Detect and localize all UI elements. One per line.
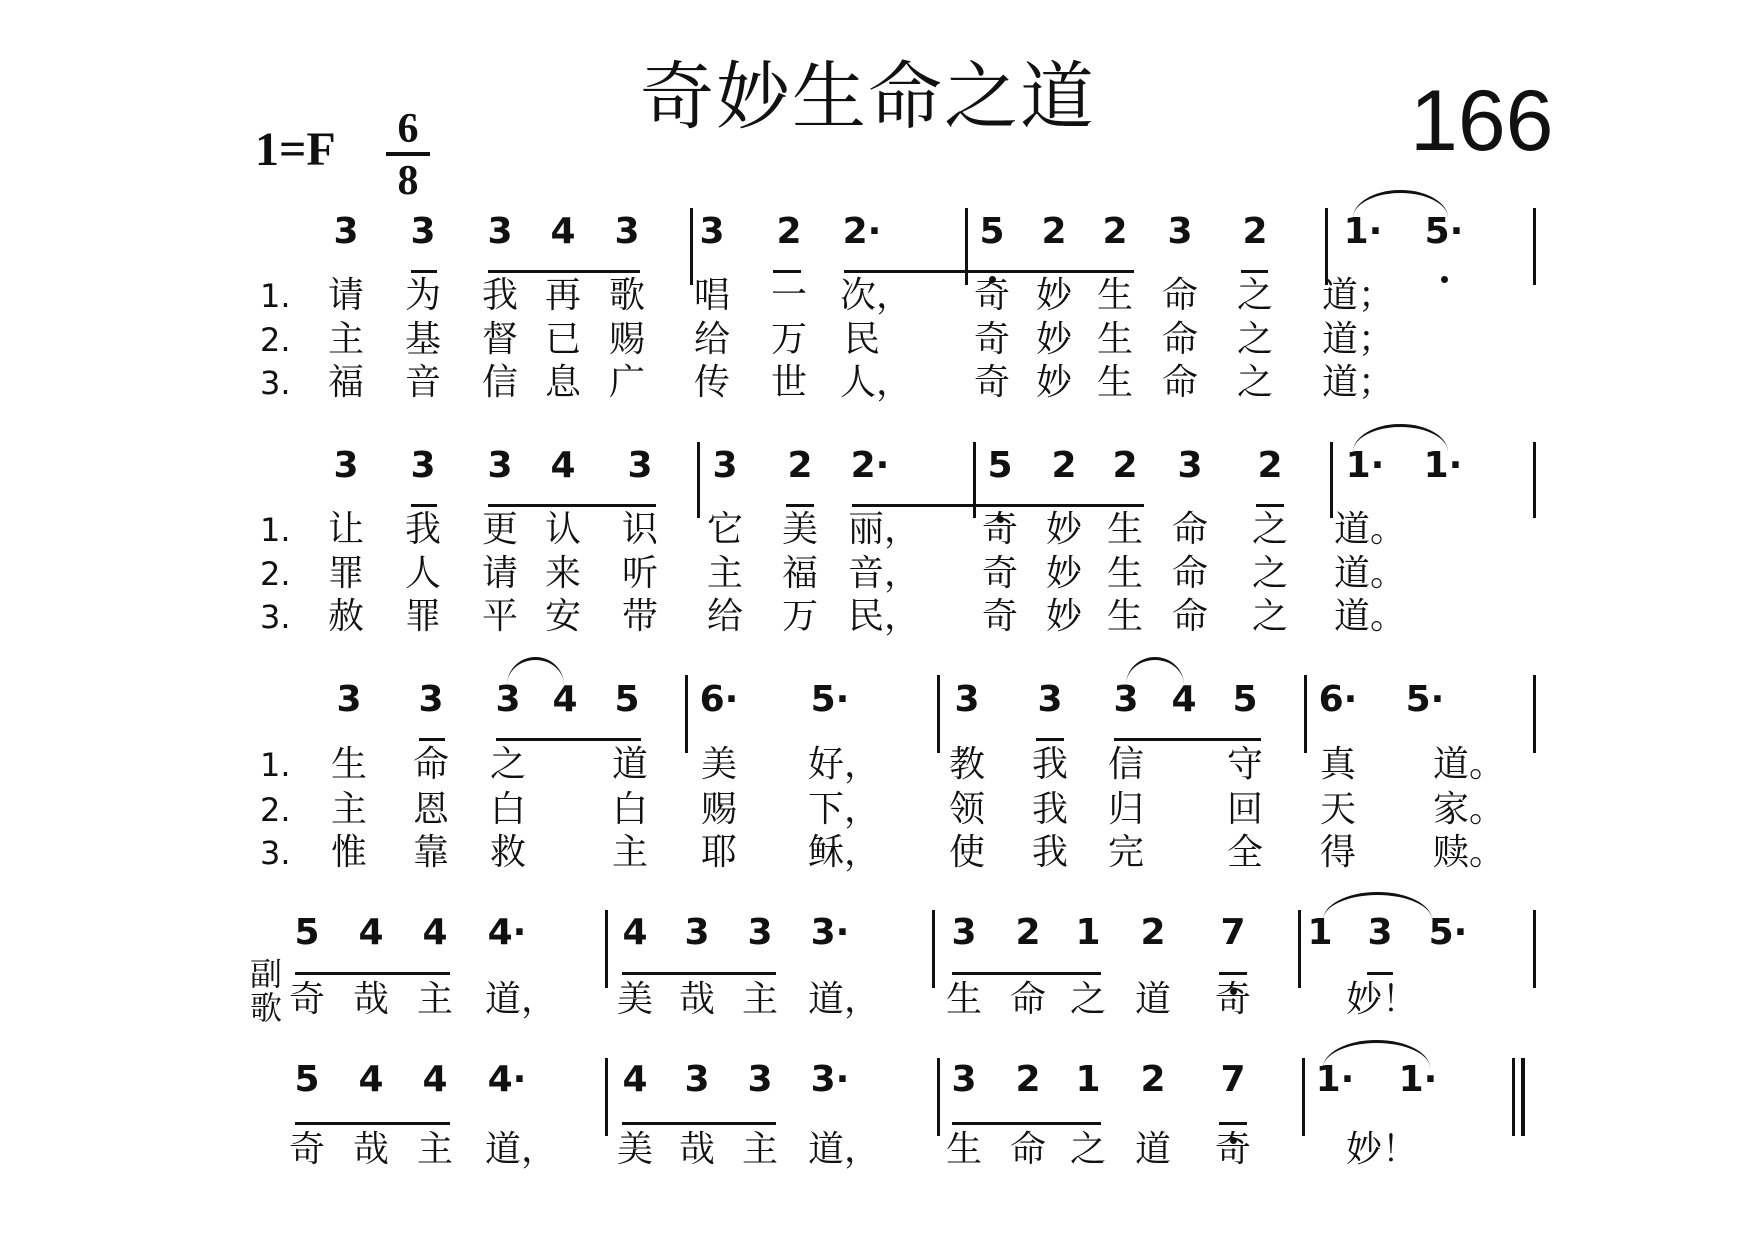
lyric-syllable: 道。 (1334, 509, 1407, 550)
lyric-syllable: 罪 (404, 596, 441, 637)
lyric-syllable: 道。 (1334, 596, 1407, 637)
lyric-syllable: 道。 (1433, 744, 1506, 785)
beam-underline (1241, 270, 1268, 273)
note: 5 (294, 1059, 320, 1100)
lyric-syllable: 美 (781, 509, 818, 550)
lyric-syllable: 守 (1226, 744, 1263, 785)
note: 4· (487, 1059, 527, 1100)
chorus-marker-char: 歌 (249, 988, 282, 1027)
lyric-syllable: 传 (693, 362, 730, 403)
lyric-syllable: 更 (481, 509, 518, 550)
note: 3 (712, 445, 738, 486)
note: 4 (1171, 679, 1197, 720)
note: 4 (358, 1059, 384, 1100)
lyric-syllable: 来 (544, 553, 581, 594)
lyric-syllable: 命 (1161, 319, 1198, 360)
barline (605, 910, 608, 988)
lyric-syllable: 白 (489, 789, 526, 830)
note: 3 (1177, 445, 1203, 486)
barline (937, 675, 940, 753)
lyric-syllable: 哉 (352, 1129, 389, 1170)
note: 3· (810, 1059, 850, 1100)
lyric-syllable: 道 (611, 744, 648, 785)
lyric-syllable: 奇 (973, 275, 1010, 316)
note: 2 (1242, 211, 1268, 252)
note: 5 (614, 679, 640, 720)
lyric-syllable: 生 (1106, 553, 1143, 594)
lyric-syllable: 妙 (1045, 553, 1082, 594)
beam-underline (295, 1122, 450, 1125)
note: 2 (776, 211, 802, 252)
lyric-syllable: 主 (741, 1129, 778, 1170)
lyric-syllable: 奇 (981, 509, 1018, 550)
slur (507, 657, 564, 685)
lyric-syllable: 它 (706, 509, 743, 550)
lyric-syllable: 道， (808, 979, 881, 1020)
note: 1· (1398, 1059, 1438, 1100)
note: 3 (699, 211, 725, 252)
lyric-syllable: 生 (1106, 596, 1143, 637)
chorus-marker (248, 955, 284, 1027)
lyric-syllable: 主 (330, 789, 367, 830)
lyric-syllable: 道 (1134, 1129, 1171, 1170)
lyric-syllable: 之 (1251, 596, 1288, 637)
lyric-syllable: 好， (808, 744, 881, 785)
lyric-syllable: 命 (412, 744, 449, 785)
beam-underline (1367, 972, 1393, 975)
lyric-syllable: 我 (404, 509, 441, 550)
lyric-syllable: 广 (608, 362, 645, 403)
note: 5· (1405, 679, 1445, 720)
lyric-syllable: 命 (1161, 362, 1198, 403)
lyric-syllable: 安 (544, 596, 581, 637)
note: 5· (810, 679, 850, 720)
lyric-syllable: 我 (1031, 832, 1068, 873)
note: 3 (487, 211, 513, 252)
lyric-syllable: 生 (945, 1129, 982, 1170)
lyric-syllable: 耶 (700, 832, 737, 873)
note: 3 (495, 679, 521, 720)
note: 3 (747, 912, 773, 953)
lyric-syllable: 妙 (1035, 275, 1072, 316)
lyric-syllable: 奇 (1214, 979, 1251, 1020)
lyric-syllable: 之 (1236, 275, 1273, 316)
lyric-syllable: 唱 (693, 275, 730, 316)
note: 1· (1315, 1059, 1355, 1100)
barline (1304, 675, 1307, 753)
beam-underline (1036, 738, 1064, 741)
lyric-syllable: 之 (1236, 362, 1273, 403)
lyric-syllable: 道； (1322, 362, 1395, 403)
lyric-syllable: 世 (770, 362, 807, 403)
beam-underline (622, 1122, 776, 1125)
note: 1· (1345, 445, 1385, 486)
note: 3 (410, 211, 436, 252)
lyric-syllable: 命 (1171, 509, 1208, 550)
beam-underline (1114, 738, 1261, 741)
note: 2 (1051, 445, 1077, 486)
beam-underline (488, 504, 656, 507)
slur (1323, 892, 1432, 920)
note: 2 (787, 445, 813, 486)
barline (1533, 675, 1536, 753)
note: 3 (336, 679, 362, 720)
lyric-syllable: 赐 (608, 319, 645, 360)
lyric-syllable: 主 (706, 553, 743, 594)
verse-number: 2. (260, 555, 291, 593)
beam-underline (952, 972, 1101, 975)
note: 3 (1367, 912, 1393, 953)
note: 2 (1140, 1059, 1166, 1100)
note: 2 (1140, 912, 1166, 953)
lyric-syllable: 归 (1107, 789, 1144, 830)
final-barline-thin (1512, 1058, 1515, 1136)
lyric-syllable: 罪 (327, 553, 364, 594)
note: 2 (1041, 211, 1067, 252)
note: 1 (1307, 912, 1333, 953)
note: 1 (1075, 912, 1101, 953)
lyric-syllable: 福 (327, 362, 364, 403)
lyric-syllable: 人 (404, 553, 441, 594)
lyric-syllable: 福 (781, 553, 818, 594)
lyric-syllable: 奇 (973, 319, 1010, 360)
note: 3 (333, 445, 359, 486)
note: 5 (1232, 679, 1258, 720)
lyric-syllable: 天 (1319, 789, 1356, 830)
lyric-syllable: 赦 (327, 596, 364, 637)
slur (1353, 424, 1448, 452)
beam-underline (622, 972, 776, 975)
note: 5· (1428, 912, 1468, 953)
lyric-syllable: 识 (621, 509, 658, 550)
beam-underline (419, 738, 445, 741)
slur (1353, 190, 1448, 218)
lyric-syllable: 生 (1096, 319, 1133, 360)
lyric-syllable: 歌 (608, 275, 645, 316)
beam-underline (496, 738, 641, 741)
lyric-syllable: 平 (481, 596, 518, 637)
lyric-syllable: 我 (481, 275, 518, 316)
lyric-syllable: 生 (1096, 275, 1133, 316)
note: 4 (622, 1059, 648, 1100)
lyric-syllable: 让 (327, 509, 364, 550)
lyric-syllable: 教 (948, 744, 985, 785)
lyric-syllable: 全 (1226, 832, 1263, 873)
lyric-syllable: 基 (404, 319, 441, 360)
lyric-syllable: 命 (1161, 275, 1198, 316)
lyric-syllable: 生 (1106, 509, 1143, 550)
lyric-syllable: 救 (489, 832, 526, 873)
lyric-syllable: 妙 (1045, 596, 1082, 637)
note: 1· (1423, 445, 1463, 486)
note: 3 (627, 445, 653, 486)
note: 2 (1015, 912, 1041, 953)
lyric-syllable: 音 (404, 362, 441, 403)
note: 2 (1257, 445, 1283, 486)
note: 3 (487, 445, 513, 486)
barline (937, 1058, 940, 1136)
note: 4 (550, 211, 576, 252)
note: 5· (1424, 211, 1464, 252)
lyric-syllable: 道， (485, 1129, 558, 1170)
lyric-syllable: 主 (611, 832, 648, 873)
lyric-syllable: 下， (808, 789, 881, 830)
note: 3 (1037, 679, 1063, 720)
barline (697, 442, 700, 518)
lyric-syllable: 民， (848, 596, 921, 637)
lyric-syllable: 美 (700, 744, 737, 785)
lyric-syllable: 次， (840, 275, 913, 316)
note: 5 (979, 211, 1005, 252)
note: 3 (410, 445, 436, 486)
beam-underline (773, 270, 801, 273)
barline (1302, 1058, 1305, 1136)
lyric-syllable: 道。 (1334, 553, 1407, 594)
verse-number: 2. (260, 791, 291, 829)
lyric-syllable: 哉 (678, 1129, 715, 1170)
lyric-syllable: 主 (416, 979, 453, 1020)
note: 4 (422, 1059, 448, 1100)
note: 6· (1318, 679, 1358, 720)
lyric-syllable: 带 (621, 596, 658, 637)
lyric-syllable: 得 (1319, 832, 1356, 873)
lyric-syllable: 道， (808, 1129, 881, 1170)
lyric-syllable: 信 (1107, 744, 1144, 785)
beam-underline (1219, 1122, 1247, 1125)
lyric-syllable: 信 (481, 362, 518, 403)
hymn-number: 166 (1410, 73, 1554, 169)
lyric-syllable: 督 (481, 319, 518, 360)
lyric-syllable: 请 (327, 275, 364, 316)
note: 6· (699, 679, 739, 720)
note: 3 (1113, 679, 1139, 720)
lyric-syllable: 人， (840, 362, 913, 403)
lyric-syllable: 之 (1236, 319, 1273, 360)
note: 3 (418, 679, 444, 720)
lyric-syllable: 生 (330, 744, 367, 785)
lyric-syllable: 生 (945, 979, 982, 1020)
lyric-syllable: 为 (404, 275, 441, 316)
lyric-syllable: 息 (544, 362, 581, 403)
beam-underline (844, 270, 1134, 273)
lyric-syllable: 惟 (330, 832, 367, 873)
beam-underline (1219, 972, 1247, 975)
note: 7 (1220, 912, 1246, 953)
lyric-syllable: 我 (1031, 744, 1068, 785)
beam-underline (411, 270, 437, 273)
beam-underline (786, 504, 814, 507)
lyric-syllable: 主 (416, 1129, 453, 1170)
note: 2 (1102, 211, 1128, 252)
lyric-syllable: 美 (616, 1129, 653, 1170)
note: 1 (1075, 1059, 1101, 1100)
note: 3 (1167, 211, 1193, 252)
note: 5 (987, 445, 1013, 486)
barline (1330, 442, 1333, 518)
note: 1· (1343, 211, 1383, 252)
lyric-syllable: 使 (948, 832, 985, 873)
lyric-syllable: 主 (741, 979, 778, 1020)
lyric-syllable: 回 (1226, 789, 1263, 830)
lyric-syllable: 万 (770, 319, 807, 360)
lyric-syllable: 靠 (412, 832, 449, 873)
barline (605, 1058, 608, 1136)
lyric-syllable: 妙！ (1346, 1129, 1419, 1170)
lyric-syllable: 一 (770, 275, 807, 316)
note: 2· (850, 445, 890, 486)
note: 3 (954, 679, 980, 720)
verse-number: 2. (260, 321, 291, 359)
verse-number: 1. (260, 746, 291, 784)
lyric-syllable: 给 (706, 596, 743, 637)
beam-underline (488, 270, 640, 273)
barline (1298, 910, 1301, 988)
verse-number: 3. (260, 598, 291, 636)
lyric-syllable: 道； (1322, 319, 1395, 360)
lyric-syllable: 命 (1009, 979, 1046, 1020)
note: 4 (550, 445, 576, 486)
lyric-syllable: 给 (693, 319, 730, 360)
lyric-syllable: 之 (1251, 509, 1288, 550)
note: 5 (294, 912, 320, 953)
note: 3· (810, 912, 850, 953)
note: 2 (1015, 1059, 1041, 1100)
note: 4 (422, 912, 448, 953)
lyric-syllable: 再 (544, 275, 581, 316)
barline (1533, 910, 1536, 988)
lyric-syllable: 真 (1319, 744, 1356, 785)
lyric-syllable: 奇 (973, 362, 1010, 403)
barline (932, 910, 935, 988)
lyric-syllable: 白 (611, 789, 648, 830)
barline (690, 208, 693, 285)
lyric-syllable: 之 (489, 744, 526, 785)
lyric-syllable: 完 (1107, 832, 1144, 873)
lyric-syllable: 妙 (1045, 509, 1082, 550)
lyric-syllable: 道， (485, 979, 558, 1020)
lyric-syllable: 领 (948, 789, 985, 830)
barline (685, 675, 688, 753)
time-signature-top: 6 (397, 106, 419, 152)
lyric-syllable: 奇 (288, 1129, 325, 1170)
beam-underline (1256, 504, 1284, 507)
lyric-syllable: 命 (1009, 1129, 1046, 1170)
lyric-syllable: 命 (1171, 596, 1208, 637)
lyric-syllable: 恩 (412, 789, 449, 830)
lyric-syllable: 赐 (700, 789, 737, 830)
verse-number: 3. (260, 834, 291, 872)
barline (1533, 442, 1536, 518)
verse-number: 3. (260, 364, 291, 402)
lyric-syllable: 丽， (848, 509, 921, 550)
lyric-syllable: 奇 (981, 553, 1018, 594)
lyric-syllable: 音， (848, 553, 921, 594)
beam-underline (295, 972, 450, 975)
note: 3 (951, 912, 977, 953)
lyric-syllable: 主 (327, 319, 364, 360)
verse-number: 1. (260, 511, 291, 549)
lyric-syllable: 万 (781, 596, 818, 637)
lyric-syllable: 美 (616, 979, 653, 1020)
lyric-syllable: 哉 (678, 979, 715, 1020)
key-signature: 1=F (255, 123, 336, 176)
lyric-syllable: 之 (1069, 979, 1106, 1020)
lyric-syllable: 我 (1031, 789, 1068, 830)
lyric-syllable: 奇 (1214, 1129, 1251, 1170)
lyric-syllable: 已 (544, 319, 581, 360)
chorus-marker-char: 副 (249, 955, 282, 993)
lyric-syllable: 家。 (1433, 789, 1506, 830)
note: 4· (487, 912, 527, 953)
lyric-syllable: 奇 (981, 596, 1018, 637)
octave-dot-below (1441, 276, 1448, 283)
note: 3 (684, 912, 710, 953)
note: 4 (358, 912, 384, 953)
lyric-syllable: 妙！ (1346, 979, 1419, 1020)
note: 7 (1220, 1059, 1246, 1100)
lyric-syllable: 请 (481, 553, 518, 594)
barline (1325, 208, 1328, 285)
final-barline-thick (1521, 1058, 1525, 1136)
lyric-syllable: 道； (1322, 275, 1395, 316)
lyric-syllable: 听 (621, 553, 658, 594)
note: 3 (614, 211, 640, 252)
lyric-syllable: 道 (1134, 979, 1171, 1020)
note: 3 (951, 1059, 977, 1100)
verse-number: 1. (260, 277, 291, 315)
beam-underline (952, 1122, 1101, 1125)
lyric-syllable: 哉 (352, 979, 389, 1020)
note: 4 (552, 679, 578, 720)
lyric-syllable: 奇 (288, 979, 325, 1020)
lyric-syllable: 妙 (1035, 319, 1072, 360)
time-signature (386, 108, 430, 202)
note: 4 (622, 912, 648, 953)
note: 3 (333, 211, 359, 252)
note: 3 (684, 1059, 710, 1100)
lyric-syllable: 生 (1096, 362, 1133, 403)
note: 2· (842, 211, 882, 252)
time-signature-bottom: 8 (397, 158, 419, 204)
note: 3 (747, 1059, 773, 1100)
lyric-syllable: 认 (544, 509, 581, 550)
beam-underline (852, 504, 1144, 507)
barline (965, 208, 968, 285)
song-title: 奇妙生命之道 (640, 54, 1096, 140)
lyric-syllable: 稣， (808, 832, 881, 873)
lyric-syllable: 之 (1069, 1129, 1106, 1170)
lyric-syllable: 民 (843, 319, 880, 360)
slur (1126, 657, 1184, 685)
lyric-syllable: 赎。 (1433, 832, 1506, 873)
note: 2 (1112, 445, 1138, 486)
lyric-syllable: 之 (1251, 553, 1288, 594)
lyric-syllable: 命 (1171, 553, 1208, 594)
slur (1323, 1040, 1430, 1068)
lyric-syllable: 妙 (1035, 362, 1072, 403)
beam-underline (411, 504, 437, 507)
barline (1533, 208, 1536, 285)
